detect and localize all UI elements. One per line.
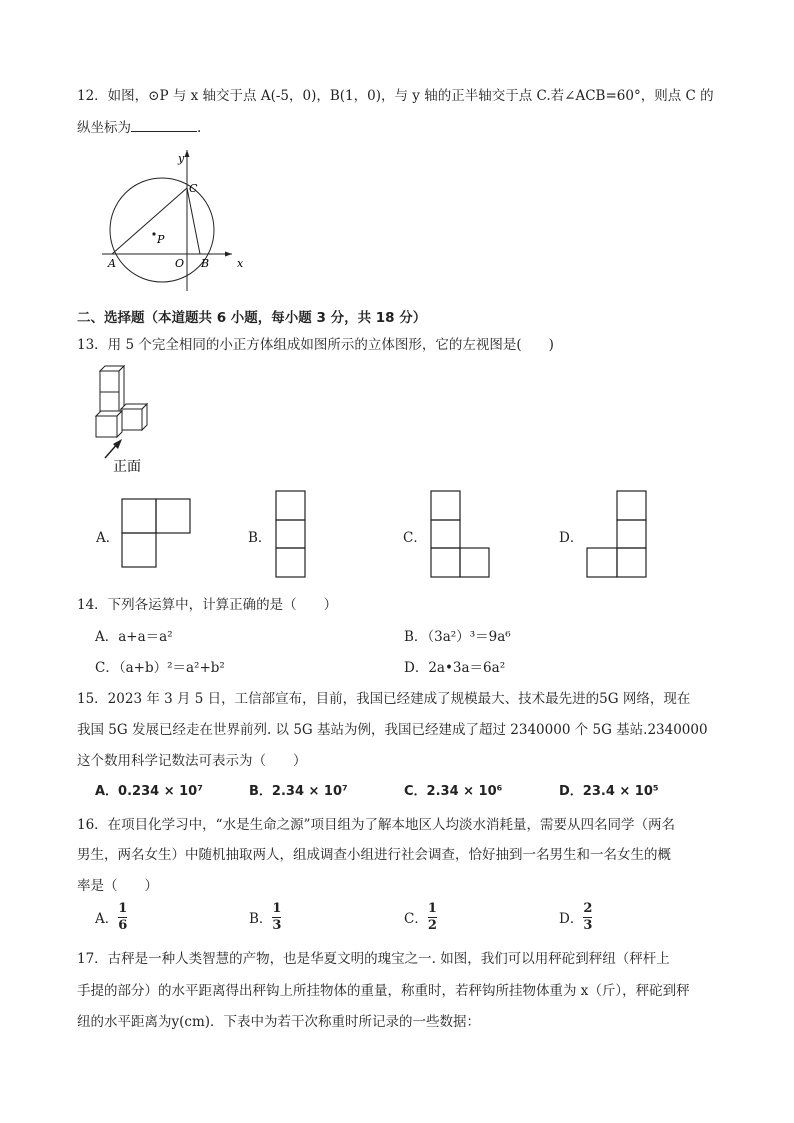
q14-option-c[interactable]: C．（a+b）²＝a²+b²	[95, 660, 225, 676]
label-o: O	[175, 257, 185, 270]
q13-option-d-figure[interactable]	[586, 490, 648, 578]
label-a: A	[108, 257, 116, 270]
numerator: 1	[427, 900, 437, 916]
q13-option-c-figure[interactable]	[430, 490, 491, 578]
q12-line2	[77, 116, 201, 136]
line-ac	[112, 188, 187, 254]
fraction	[118, 902, 127, 933]
x-axis-arrow-icon	[225, 252, 232, 257]
q13-option-c-label: C．	[403, 530, 427, 546]
q13-stem: 13．用 5 个完全相同的小正方体组成如图所示的立体图形，它的左视图是( )	[77, 337, 554, 353]
q15-option-c[interactable]: C．2.34 × 10⁶	[404, 784, 503, 799]
line-cb	[187, 188, 200, 254]
q16-line3: 率是（ ）	[77, 878, 158, 894]
q16-option-a[interactable]	[95, 900, 127, 934]
numerator: 1	[272, 900, 282, 916]
front-label: 正面	[113, 459, 141, 475]
denominator: 3	[583, 917, 593, 933]
q14-option-d[interactable]: D．2a•3a＝6a²	[404, 660, 506, 676]
q15-line2: 我国 5G 发展已经走在世界前列. 以 5G 基站为例，我国已经建成了超过 2340000 个 5G 基站.2340000	[77, 722, 708, 738]
q12-line2-end: .	[197, 120, 202, 136]
q15-line3: 这个数用科学记数法可表示为（ ）	[77, 753, 307, 769]
fraction	[272, 902, 281, 933]
q16-option-a-label: A．	[95, 911, 119, 927]
q15-option-d[interactable]: D．23.4 × 10⁵	[559, 784, 659, 799]
q16-option-b[interactable]	[249, 900, 281, 934]
section-heading: 二、选择题（本道题共 6 小题，每小题 3 分，共 18 分）	[77, 310, 427, 326]
q15-option-a[interactable]: A．0.234 × 10⁷	[95, 784, 203, 799]
q16-option-b-label: B．	[249, 911, 273, 927]
q13-cube-figure	[92, 360, 162, 478]
numerator: 1	[118, 900, 128, 916]
q13-option-b-label: B．	[248, 530, 272, 546]
denominator: 2	[427, 917, 437, 933]
numerator: 2	[583, 900, 593, 916]
label-b: B	[201, 257, 210, 270]
q16-option-d[interactable]	[559, 900, 592, 934]
q12-line2-text: 纵坐标为	[77, 120, 131, 136]
q13-option-a-label: A．	[96, 530, 120, 546]
q17-line1: 17．古秤是一种人类智慧的产物，也是华夏文明的瑰宝之一. 如图，我们可以用秤砣到秤纽（秤杆上	[77, 951, 670, 967]
q16-option-c-label: C．	[404, 911, 428, 927]
q15-line1: 15．2023 年 3 月 5 日，工信部宣布，目前，我国已经建成了规模最大、技术最先进的5G 网络，现在	[77, 691, 691, 707]
q16-line2: 男生，两名女生）中随机抽取两人，组成调查小组进行社会调查，恰好抽到一名男生和一名女生的概	[77, 847, 671, 863]
label-c: C	[189, 182, 198, 195]
label-y: y	[178, 152, 185, 165]
q17-line3: 纽的水平距离为y(cm)．下表中为若干次称重时所记录的一些数据：	[77, 1014, 481, 1030]
q15-option-b[interactable]: B．2.34 × 10⁷	[249, 784, 348, 799]
label-p: P	[157, 233, 165, 246]
q13-option-d-label: D．	[559, 530, 584, 546]
fraction	[428, 902, 437, 933]
circle-p	[110, 178, 214, 282]
q13-option-a-figure[interactable]	[121, 498, 191, 568]
q12-circle-figure	[100, 148, 250, 298]
y-axis-arrow-icon	[185, 150, 190, 157]
q13-option-b-figure[interactable]	[275, 490, 306, 578]
q14-option-a[interactable]: A．a+a＝a²	[95, 629, 173, 645]
q12-line1: 12．如图，⊙P 与 x 轴交于点 A(-5，0)，B(1，0)，与 y 轴的正半轴交于点 C.若∠ACB=60°，则点 C 的	[77, 88, 714, 104]
q16-option-c[interactable]	[404, 900, 437, 934]
center-point	[152, 232, 155, 235]
answer-blank	[131, 119, 197, 132]
label-x: x	[237, 257, 244, 270]
q14-option-b[interactable]: B．（3a²）³＝9a⁶	[404, 629, 511, 645]
q17-line2: 手提的部分）的水平距离得出秤钩上所挂物体的重量，称重时，若秤钩所挂物体重为 x（斤），秤砣到秤	[77, 983, 690, 999]
denominator: 6	[118, 917, 128, 933]
q16-option-d-label: D．	[559, 911, 584, 927]
q14-stem: 14．下列各运算中，计算正确的是（ ）	[77, 597, 338, 613]
denominator: 3	[272, 917, 282, 933]
fraction	[583, 902, 592, 933]
q16-line1: 16．在项目化学习中，“水是生命之源”项目组为了解本地区人均淡水消耗量，需要从四名同学（两名	[77, 817, 675, 833]
